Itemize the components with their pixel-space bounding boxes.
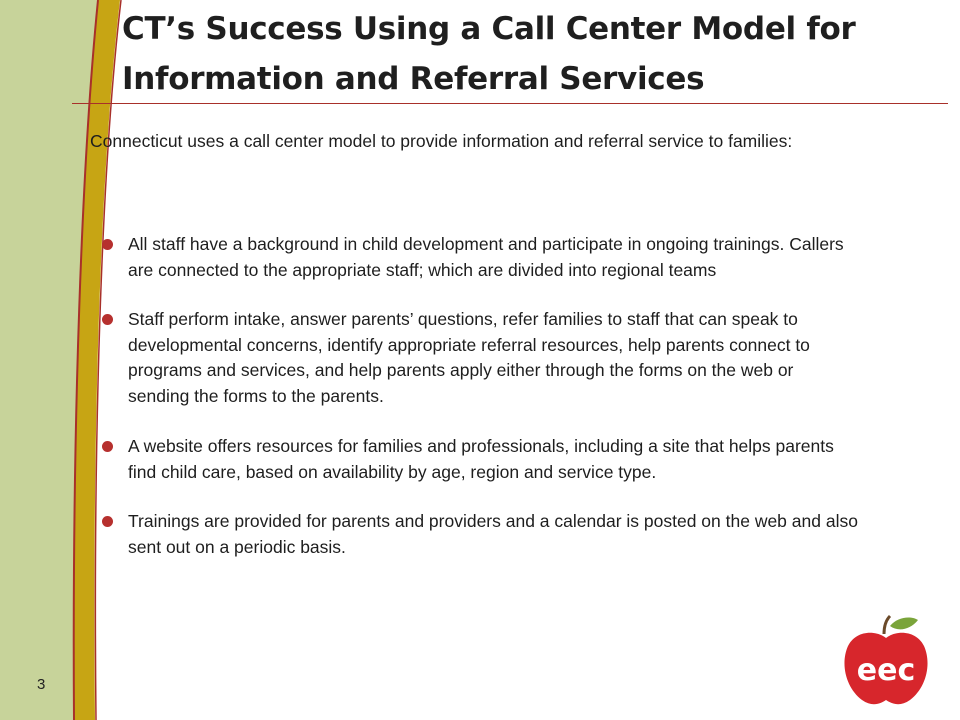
bullet-text: A website offers resources for families and professionals, including a site that helps parents find child care, based on availability by age, region and service type. <box>128 436 834 482</box>
bullet-item <box>128 232 858 283</box>
logo-text: eec <box>856 653 916 688</box>
page-number: 3 <box>37 676 46 693</box>
bullet-icon <box>102 516 113 527</box>
apple-logo-icon <box>840 612 932 708</box>
bullet-text: Staff perform intake, answer parents’ questions, refer families to staff that can speak to developmental concerns, identify appropriate referral resources, help parents connect to programs and services, and help parents apply either through the forms on the web or sending the forms to the parents. <box>128 309 810 406</box>
bullet-item <box>128 509 858 560</box>
bullet-icon <box>102 314 113 325</box>
bullet-icon <box>102 239 113 250</box>
bullet-list <box>128 232 858 560</box>
intro-text: Connecticut uses a call center model to provide information and referral service to families: <box>90 131 793 151</box>
bullet-icon <box>102 441 113 452</box>
slide-title: CT’s Success Using a Call Center Model for Information and Referral Services <box>122 11 856 97</box>
title-divider <box>72 103 948 104</box>
bullet-text: All staff have a background in child development and participate in ongoing trainings. Callers are connected to the appropriate staff; which are divided into regional teams <box>128 234 844 280</box>
bullet-text: Trainings are provided for parents and providers and a calendar is posted on the web and also sent out on a periodic basis. <box>128 511 858 557</box>
bullet-item <box>128 434 858 485</box>
bullet-item <box>128 307 858 409</box>
